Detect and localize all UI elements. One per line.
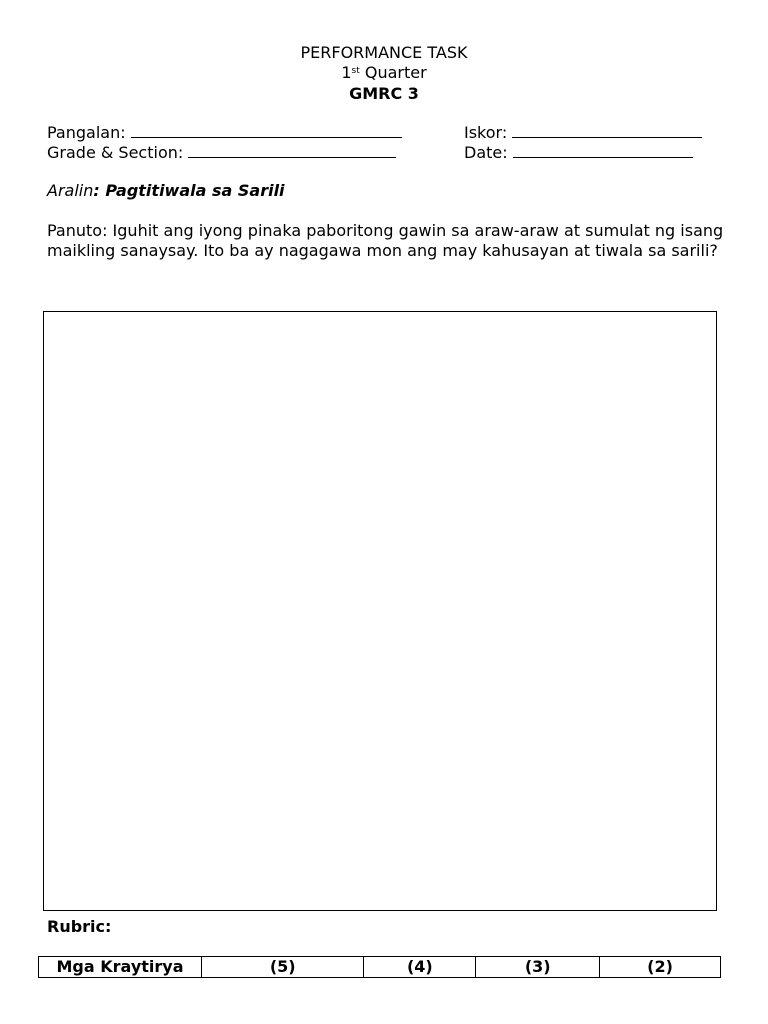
name-blank[interactable] xyxy=(131,122,402,138)
date-blank[interactable] xyxy=(513,142,693,158)
section-field xyxy=(47,142,396,163)
rubric-header-3: (3) xyxy=(476,957,600,978)
rubric-header-4: (4) xyxy=(364,957,476,978)
lesson-title: : Pagtitiwala sa Sarili xyxy=(93,181,285,200)
name-label: Pangalan: xyxy=(47,123,126,142)
score-field xyxy=(464,122,702,143)
section-label: Grade & Section: xyxy=(47,143,184,162)
instructions-text: Panuto: Iguhit ang iyong pinaka paboritong gawin sa araw-araw at sumulat ng isang maikling sanaysay. Ito ba ay nagagawa mon ang may kahusayan at tiwala sa sarili? xyxy=(47,221,724,260)
quarter-label xyxy=(0,63,768,83)
quarter-suffix: st xyxy=(351,66,360,76)
lesson-label: Aralin xyxy=(47,181,94,200)
rubric-header-5: (5) xyxy=(202,957,364,978)
rubric-header-2: (2) xyxy=(600,957,721,978)
rubric-table xyxy=(38,956,721,978)
score-label: Iskor: xyxy=(464,123,508,142)
rubric-header-row xyxy=(39,957,721,978)
subject-title: GMRC 3 xyxy=(349,84,419,103)
quarter-number: 1 xyxy=(341,63,352,82)
drawing-area[interactable] xyxy=(43,311,717,911)
lesson-heading xyxy=(47,181,285,201)
date-field xyxy=(464,142,693,163)
rubric-label: Rubric: xyxy=(47,917,112,936)
date-label: Date: xyxy=(464,143,508,162)
quarter-word: Quarter xyxy=(364,63,427,82)
name-field xyxy=(47,122,402,143)
score-blank[interactable] xyxy=(512,122,702,138)
section-blank[interactable] xyxy=(188,142,396,158)
rubric-header-criteria: Mga Kraytirya xyxy=(39,957,202,978)
page-title: PERFORMANCE TASK xyxy=(300,43,468,62)
